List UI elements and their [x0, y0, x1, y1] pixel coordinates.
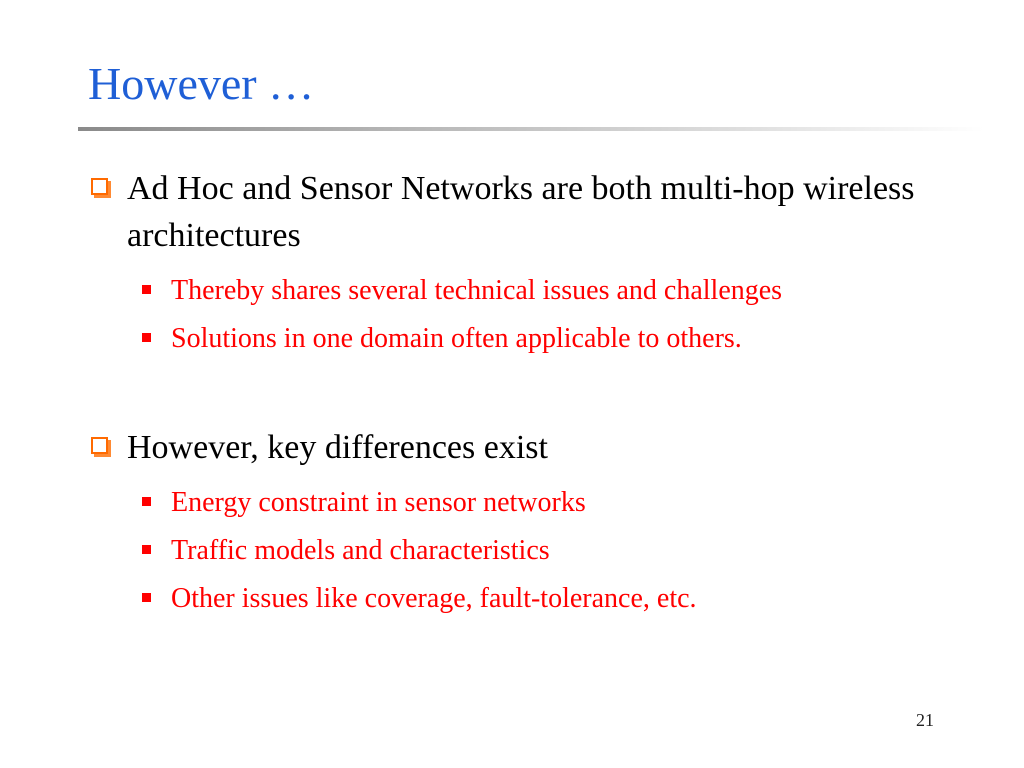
bullet-item — [0, 424, 1024, 471]
filled-square-bullet-icon — [142, 285, 151, 294]
bullet-text: However, key differences exist — [127, 429, 548, 466]
sub-bullet-list — [0, 267, 1024, 363]
page-number: 21 — [916, 710, 934, 730]
title-divider — [78, 127, 984, 131]
sub-bullet-item — [0, 479, 1024, 527]
sub-bullet-text: Traffic models and characteristics — [171, 535, 550, 566]
sub-bullet-item — [0, 575, 1024, 623]
filled-square-bullet-icon — [142, 333, 151, 342]
filled-square-bullet-icon — [142, 545, 151, 554]
sub-bullet-item — [0, 315, 1024, 363]
filled-square-bullet-icon — [142, 593, 151, 602]
bullet-item — [0, 165, 1024, 259]
filled-square-bullet-icon — [142, 497, 151, 506]
sub-bullet-list — [0, 479, 1024, 623]
bullet-group-2 — [0, 424, 1024, 623]
sub-bullet-item — [0, 527, 1024, 575]
sub-bullet-item — [0, 267, 1024, 315]
sub-bullet-text: Solutions in one domain often applicable to others. — [171, 323, 742, 354]
sub-bullet-text: Thereby shares several technical issues and challenges — [171, 275, 783, 306]
hollow-square-bullet-icon — [91, 437, 108, 454]
bullet-group-1 — [0, 165, 1024, 363]
sub-bullet-text: Other issues like coverage, fault-tolerance, etc. — [171, 583, 697, 614]
bullet-text: Ad Hoc and Sensor Networks are both multi-hop wireless architectures — [127, 170, 915, 254]
slide-title: However … — [88, 58, 315, 109]
hollow-square-bullet-icon — [91, 178, 108, 195]
sub-bullet-text: Energy constraint in sensor networks — [171, 487, 586, 518]
